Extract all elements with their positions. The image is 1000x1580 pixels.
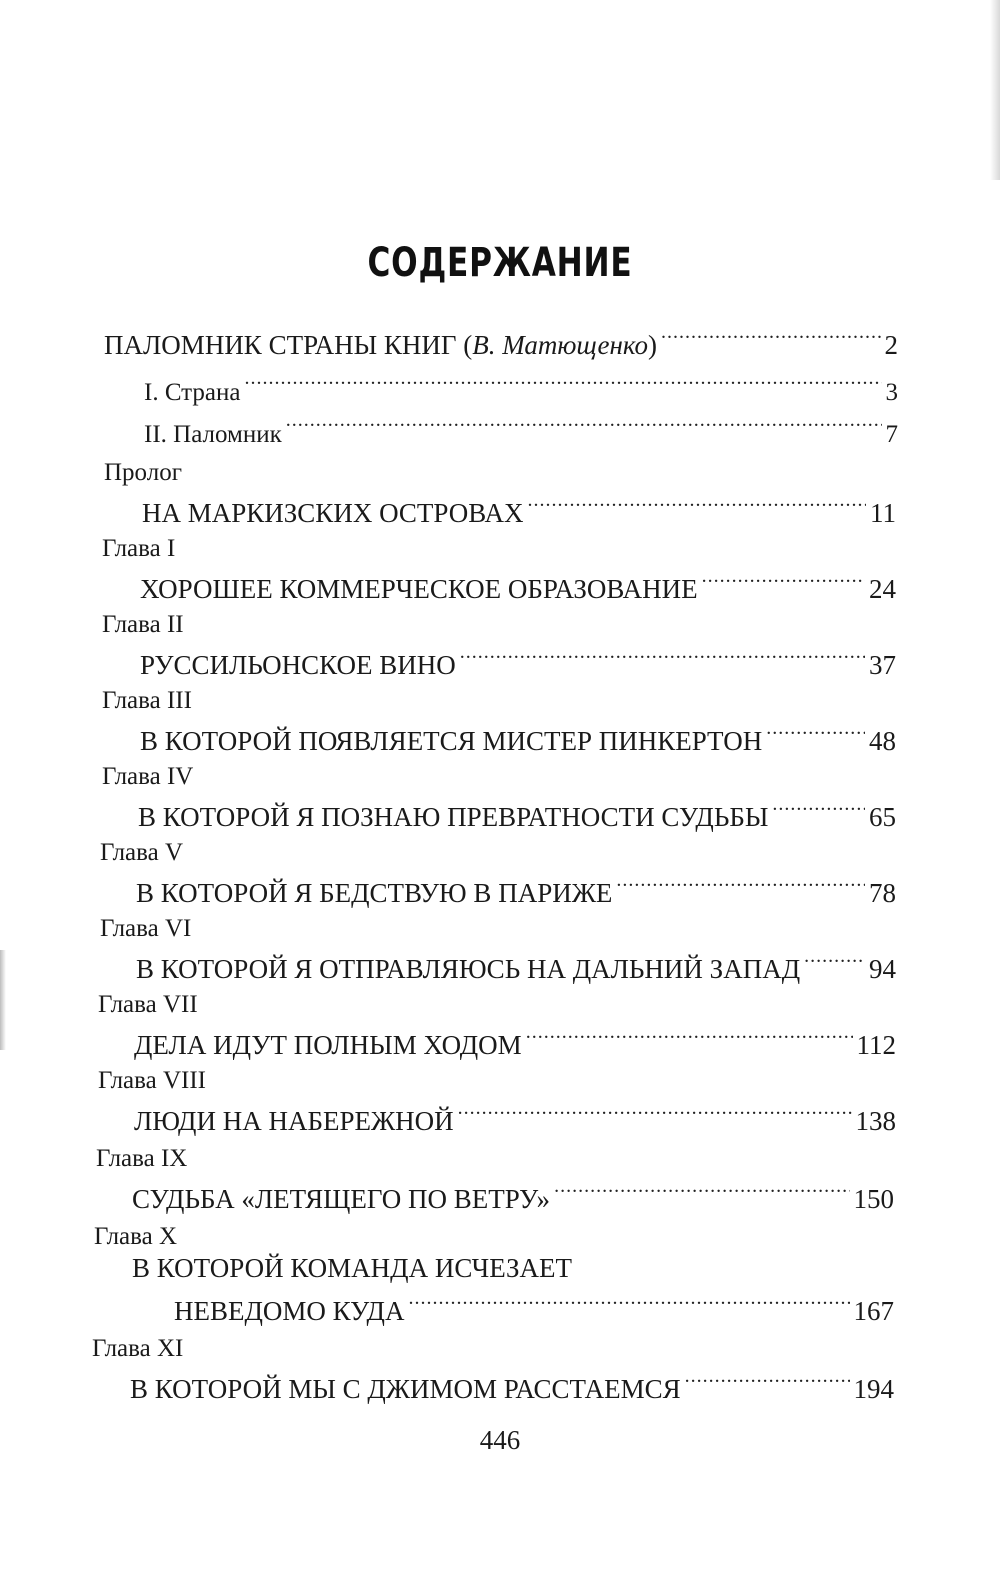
chapter-heading: Глава I (102, 535, 176, 562)
toc-entry[interactable] (132, 1176, 894, 1215)
toc-entry[interactable] (140, 642, 896, 681)
leader-dots (685, 1366, 850, 1398)
toc-page-number: 2 (884, 330, 898, 360)
toc-entry-title: ПАЛОМНИК СТРАНЫ КНИГ (В. Матющенко) (104, 330, 657, 360)
toc-page-number: 3 (885, 379, 898, 406)
toc-entry-title: В КОТОРОЙ Я БЕДСТВУЮ В ПАРИЖЕ (136, 878, 613, 908)
toc-page-number: 11 (870, 498, 896, 528)
chapter-heading: Глава XI (92, 1335, 184, 1362)
toc-entry-sub[interactable] (144, 410, 898, 451)
toc-entry-title-line1: В КОТОРОЙ КОМАНДА ИСЧЕЗАЕТ (132, 1253, 573, 1283)
chapter-heading: Глава IX (96, 1145, 188, 1172)
leader-dots (772, 794, 865, 826)
toc-page-number: 24 (869, 574, 896, 604)
leader-dots (528, 490, 866, 522)
toc-entry[interactable] (174, 1288, 894, 1327)
page-number: 446 (479, 1425, 521, 1455)
toc-entry-intro[interactable] (104, 322, 898, 361)
toc-entry-title: ДЕЛА ИДУТ ПОЛНЫМ ХОДОМ (134, 1030, 522, 1060)
leader-dots (702, 566, 865, 598)
page-edge-shadow-left (0, 950, 6, 1050)
toc-page-number: 138 (855, 1106, 896, 1136)
toc-entry[interactable] (140, 566, 896, 605)
toc-page-number: 78 (869, 878, 896, 908)
chapter-heading: Глава VIII (98, 1067, 206, 1094)
author-name: В. Матющенко (472, 330, 648, 360)
toc-page-number: 48 (869, 726, 896, 756)
leader-dots (661, 322, 881, 354)
chapter-heading: Глава III (102, 687, 192, 714)
toc-entry-title: В КОТОРОЙ Я ПОЗНАЮ ПРЕВРАТНОСТИ СУДЬБЫ (138, 802, 769, 832)
leader-dots (616, 870, 865, 902)
toc-entry[interactable] (134, 1098, 896, 1137)
leader-dots (526, 1022, 853, 1054)
toc-page-number: 150 (853, 1184, 894, 1214)
page-title: СОДЕРЖАНИЕ (367, 240, 633, 286)
chapter-heading: Пролог (104, 459, 182, 486)
chapter-heading: Глава VI (100, 915, 192, 942)
leader-dots (554, 1176, 849, 1208)
toc-entry-title: I. Страна (144, 379, 241, 406)
toc-entry-title: СУДЬБА «ЛЕТЯЩЕГО ПО ВЕТРУ» (132, 1184, 551, 1214)
chapter-heading: Глава II (102, 611, 184, 638)
toc-entry[interactable] (140, 718, 896, 757)
toc-entry[interactable] (136, 870, 896, 909)
toc-entry[interactable] (142, 490, 896, 529)
leader-dots (408, 1288, 849, 1320)
toc-page-number: 37 (869, 650, 896, 680)
chapter-heading: Глава IV (102, 763, 194, 790)
toc-entry-title: РУССИЛЬОНСКОЕ ВИНО (140, 650, 456, 680)
toc-page-number: 94 (869, 954, 896, 984)
toc-entry[interactable] (136, 946, 896, 985)
toc-entry-title: В КОТОРОЙ ПОЯВЛЯЕТСЯ МИСТЕР ПИНКЕРТОН (140, 726, 763, 756)
leader-dots (458, 1098, 852, 1130)
page-edge-shadow (990, 0, 1000, 180)
toc-page-number: 194 (853, 1374, 894, 1404)
toc-page-number: 167 (853, 1296, 894, 1326)
leader-dots (244, 368, 881, 400)
toc-page-number: 7 (885, 421, 898, 448)
toc-entry-title: НЕВЕДОМО КУДА (174, 1296, 405, 1326)
toc-entry[interactable] (130, 1366, 894, 1405)
toc-entry-title: В КОТОРОЙ МЫ С ДЖИМОМ РАССТАЕМСЯ (130, 1374, 681, 1404)
toc-entry-title: В КОТОРОЙ Я ОТПРАВЛЯЮСЬ НА ДАЛЬНИЙ ЗАПАД (136, 954, 801, 984)
leader-dots (460, 642, 865, 674)
toc-page-number: 65 (869, 802, 896, 832)
toc-entry[interactable] (138, 794, 896, 833)
toc-entry-title: ХОРОШЕЕ КОММЕРЧЕСКОЕ ОБРАЗОВАНИЕ (140, 574, 698, 604)
leader-dots (804, 946, 865, 978)
chapter-heading: Глава X (94, 1223, 178, 1250)
leader-dots (286, 410, 882, 442)
toc-page-number: 112 (856, 1030, 896, 1060)
toc-entry-title: НА МАРКИЗСКИХ ОСТРОВАХ (142, 498, 524, 528)
toc-entry-title: ЛЮДИ НА НАБЕРЕЖНОЙ (134, 1106, 454, 1136)
chapter-heading: Глава V (100, 839, 184, 866)
toc-entry-sub[interactable] (144, 368, 898, 409)
toc-entry[interactable] (134, 1022, 896, 1061)
leader-dots (766, 718, 865, 750)
toc-entry-title: II. Паломник (144, 421, 282, 448)
chapter-heading: Глава VII (98, 991, 198, 1018)
